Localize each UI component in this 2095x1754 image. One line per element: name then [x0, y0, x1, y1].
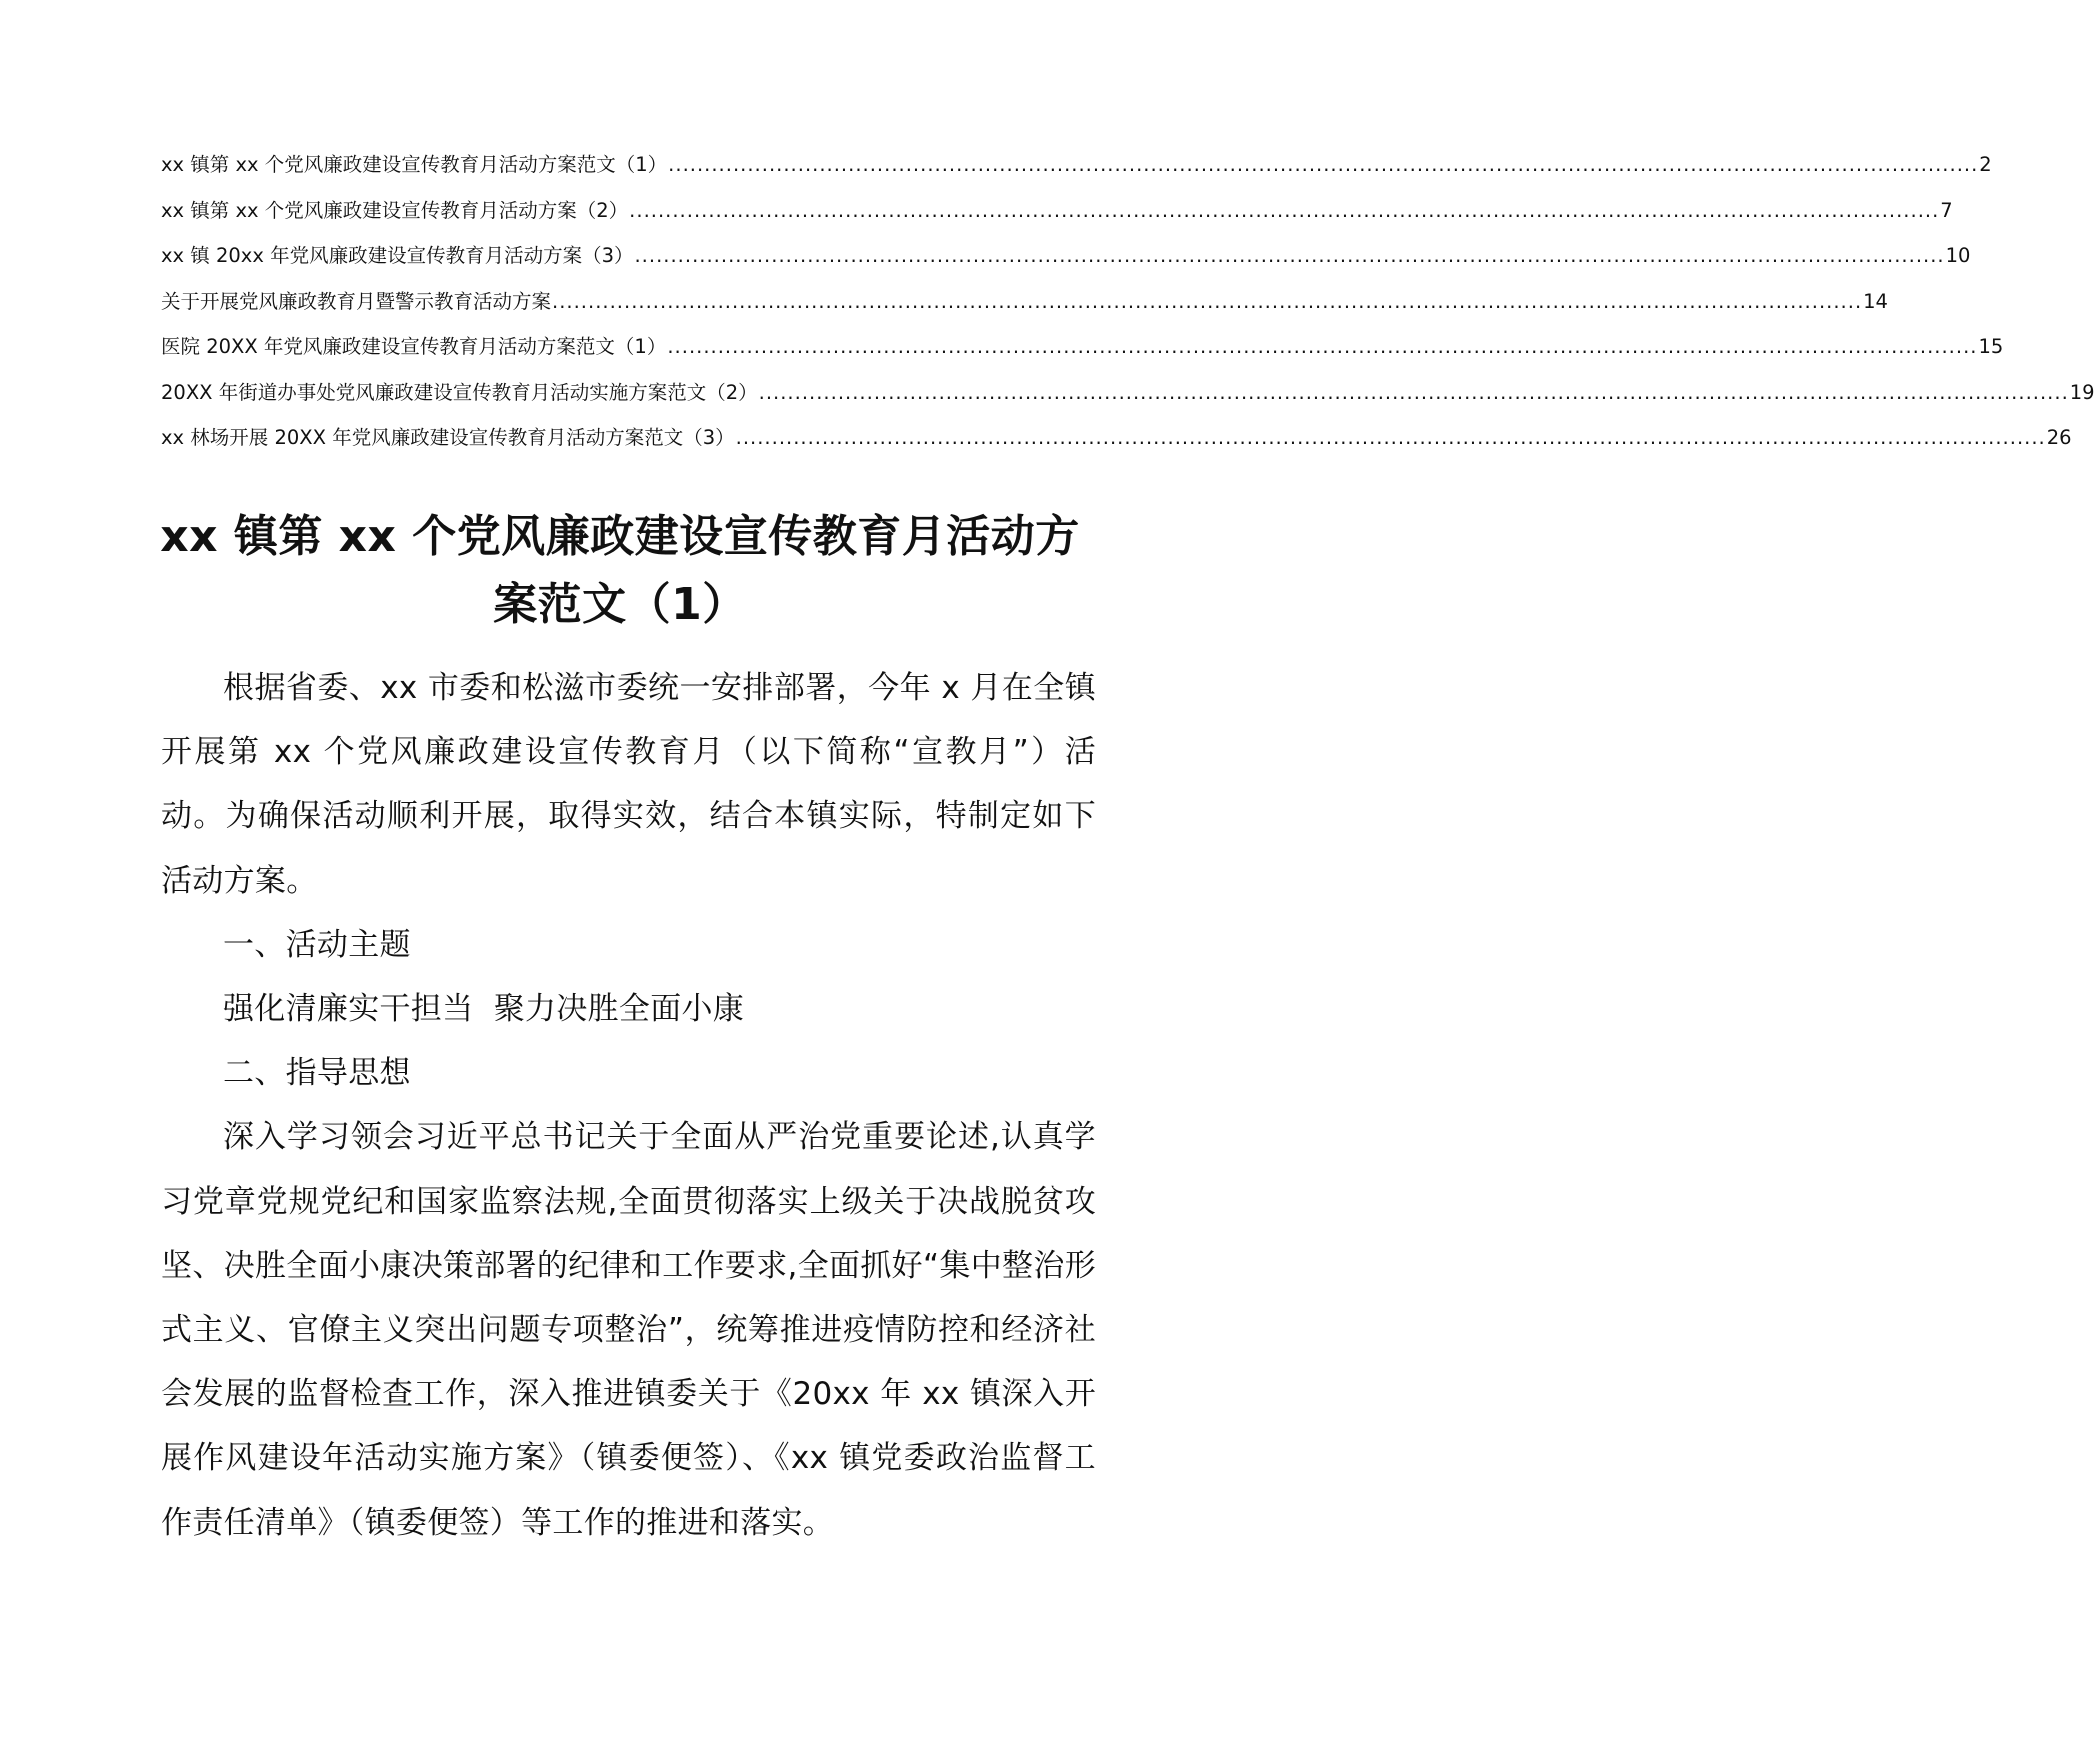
- toc-entry-page: 26: [2046, 426, 2072, 449]
- toc-entry-page: 14: [1863, 289, 1888, 313]
- toc-entry[interactable]: [161, 421, 2072, 467]
- toc-entry-title: 20XX 年街道办事处党风廉政建设宣传教育月活动实施方案范文（2）: [161, 380, 758, 404]
- section-heading-guiding-thought: 二、指导思想: [223, 1055, 411, 1092]
- toc-leader-dots: ......................................................................................................................................................................................: [667, 335, 1978, 358]
- toc-entry[interactable]: [161, 285, 1888, 331]
- guiding-thought-paragraph: 深入学习领会习近平总书记关于全面从严治党重要论述,认真学习党章党规党纪和国家监察法规,全面贯彻落实上级关于决战脱贫攻坚、决胜全面小康决策部署的纪律和工作要求,全面抓好“集中整治形式主义、官僚主义突出问题专项整治”，统筹推进疫情防控和经济社会发展的监督检查工作，深入推进镇委关于《20xx 年 xx 镇深入开展作风建设年活动实施方案》（镇委便签）、《xx 镇党委政治监督工作责任清单》（镇委便签）等工作的推进和落实。: [161, 1119, 1096, 1541]
- toc-entry-page: 2: [1979, 153, 1992, 176]
- document-title: [150, 503, 1090, 639]
- section-heading-theme: 一、活动主题: [223, 926, 411, 963]
- title-line-2: 案范文（1）: [493, 579, 747, 630]
- toc-entry[interactable]: [161, 148, 1992, 194]
- toc-entry-title: xx 镇第 xx 个党风廉政建设宣传教育月活动方案范文（1）: [161, 153, 668, 176]
- toc-entry[interactable]: [161, 330, 2004, 376]
- toc-entry-page: 15: [1978, 335, 2004, 358]
- toc-entry-page: 10: [1945, 244, 1971, 267]
- toc-entry-title: xx 镇 20xx 年党风廉政建设宣传教育月活动方案（3）: [161, 244, 634, 267]
- toc-leader-dots: ......................................................................................................................................................................................: [758, 380, 2069, 404]
- toc-entry-title: 医院 20XX 年党风廉政建设宣传教育月活动方案范文（1）: [161, 335, 667, 358]
- title-line-1: xx 镇第 xx 个党风廉政建设宣传教育月活动方: [160, 511, 1080, 562]
- toc-leader-dots: ......................................................................................................................................................................................: [552, 289, 1863, 313]
- toc-entry-title: xx 林场开展 20XX 年党风廉政建设宣传教育月活动方案范文（3）: [161, 426, 735, 449]
- toc-leader-dots: ......................................................................................................................................................................................: [668, 153, 1979, 176]
- toc-entry[interactable]: [161, 376, 2095, 422]
- toc-leader-dots: ......................................................................................................................................................................................: [629, 198, 1940, 222]
- toc-entry[interactable]: [161, 194, 1953, 240]
- document-body: [161, 656, 1096, 1555]
- intro-paragraph: 根据省委、xx 市委和松滋市委统一安排部署，今年 x 月在全镇开展第 xx 个党风廉政建设宣传教育月（以下简称“宣教月”）活动。为确保活动顺利开展，取得实效，结合本镇实际，特制定如下活动方案。: [161, 670, 1096, 899]
- toc-leader-dots: ......................................................................................................................................................................................: [634, 244, 1945, 267]
- toc-entry-title: xx 镇第 xx 个党风廉政建设宣传教育月活动方案（2）: [161, 198, 629, 222]
- toc-leader-dots: ......................................................................................................................................................................................: [735, 426, 2046, 449]
- theme-text: 强化清廉实干担当 聚力决胜全面小康: [223, 991, 745, 1028]
- table-of-contents: [161, 148, 2095, 467]
- toc-entry-page: 7: [1940, 198, 1953, 222]
- toc-entry[interactable]: [161, 239, 1971, 285]
- toc-entry-title: 关于开展党风廉政教育月暨警示教育活动方案: [161, 289, 552, 313]
- toc-entry-page: 19: [2069, 380, 2095, 404]
